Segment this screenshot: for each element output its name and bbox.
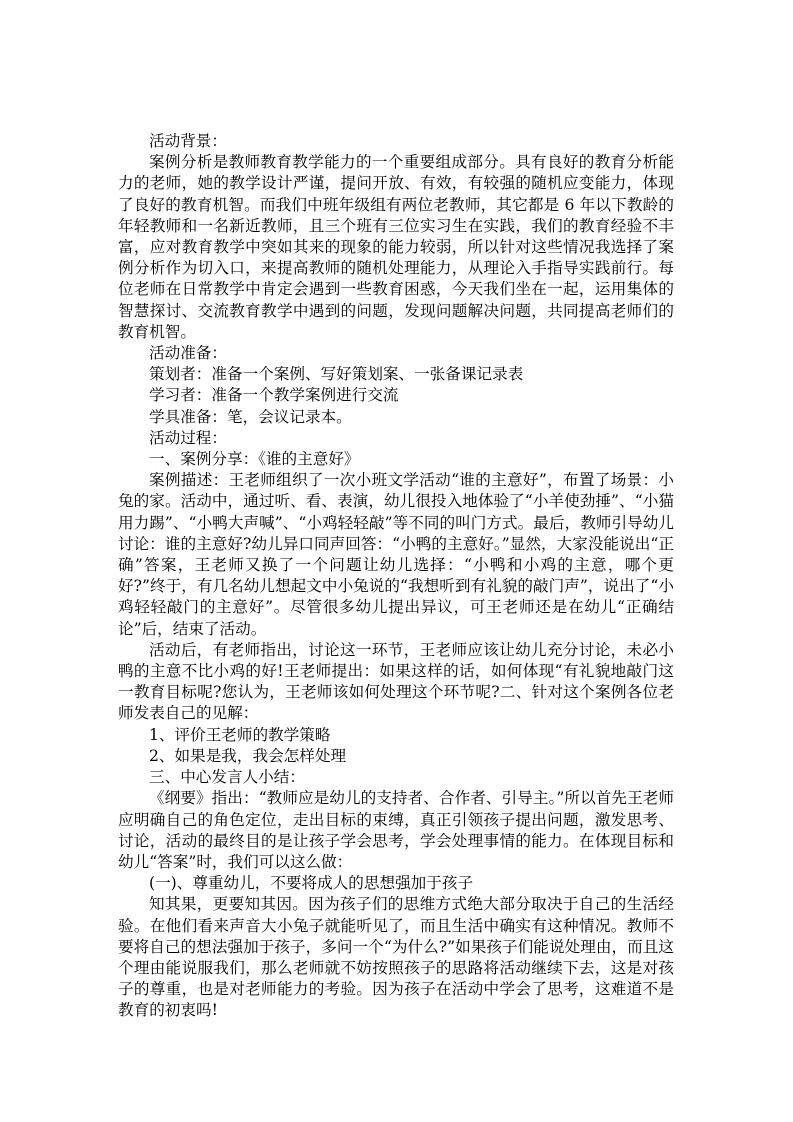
- heading-activity-process: 活动过程：: [149, 428, 227, 447]
- preparation-materials: 学具准备：笔，会议记录本。: [149, 407, 352, 426]
- paragraph-background-body: 案例分析是教师教育教学能力的一个重要组成部分。具有良好的教育分析能力的老师，她的教学设计严谨，提问开放、有效，有较强的随机应变能力，体现了良好的教育机智。而我们中班年级组有两位老教师，其它都是 6 年以下教龄的年轻教师和一名新近教师，且三个班有三位实习生在实践，我们的教育经验不丰富，应对教育教学中突如其来的现象的能力较弱，所以针对这些情况我选择了案例分析作为切入口，来提高教师的随机处理能力，从理论入手指导实践前行。每位老师在日常教学中肯定会遇到一些教育困惑，今天我们坐在一起，运用集体的智慧探讨、交流教育教学中遇到的问题，发现问题解决问题，共同提高老师们的教育机智。: [118, 153, 674, 341]
- subsection-respect-children: (一)、尊重幼儿，不要将成人的思想强加于孩子: [149, 874, 474, 893]
- paragraph-guideline: 《纲要》指出：“教师应是幼儿的支持者、合作者、引导主。”所以首先王老师应明确自己的角色定位，走出目标的束缚，真正引领孩子提出问题，激发思考、讨论，活动的最终目的是让孩子学会思考，学会处理事情的能力。在体现目标和幼儿“答案”时，我们可以这么做：: [118, 789, 674, 871]
- heading-activity-background: 活动背景：: [149, 132, 227, 150]
- preparation-planner: 策划者：准备一个案例、写好策划案、一张备课记录表: [149, 365, 524, 384]
- list-item-if-it-were-me: 2、如果是我，我会怎样处理: [149, 746, 347, 765]
- list-item-evaluate-strategy: 1、评价王老师的教学策略: [149, 725, 331, 744]
- paragraph-know-the-cause: 知其果，更要知其因。因为孩子们的思维方式绝大部分取决于自己的生活经验。在他们看来声音大小兔子就能听见了，而且生活中确实有这种情况。教师不要将自己的想法强加于孩子，多问一个“为什么?”如果孩子们能说处理由，而且这个理由能说服我们，那么老师就不妨按照孩子的思路将活动继续下去，这是对孩子的尊重，也是对老师能力的考验。因为孩子在活动中学会了思考，这难道不是教育的初衷吗!: [118, 895, 674, 1020]
- section-case-sharing: 一、案例分享：《谁的主意好》: [149, 450, 360, 469]
- section-summary: 三、中心发言人小结：: [149, 768, 305, 787]
- paragraph-case-description: 案例描述：王老师组织了一次小班文学活动“谁的主意好”，布置了场景：小兔的家。活动中，通过听、看、表演，幼儿很投入地体验了“小羊使劲捶”、“小猫用力踢”、“小鸭大声喊”、“小鸡轻轻敲”等不同的叫门方式。最后，教师引导幼儿讨论：谁的主意好?幼儿异口同声回答：“小鸭的主意好。”显然，大家没能说出“正确”答案，王老师又换了一个问题让幼儿选择：“小鸭和小鸡的主意，哪个更好?”终于，有几名幼儿想起文中小兔说的“我想听到有礼貌的敲门声”，说出了“小鸡轻轻敲门的主意好”。尽管很多幼儿提出异议，可王老师还是在幼儿“正确结论”后，结束了活动。: [118, 471, 674, 638]
- document-page: [118, 131, 674, 1022]
- paragraph-after-activity: 活动后，有老师指出，讨论这一环节，王老师应该让幼儿充分讨论，未必小鸭的主意不比小鸡的好!王老师提出：如果这样的话，如何体现“有礼貌地敲门这一教育目标呢?您认为，王老师该如何处理这个环节呢?二、针对这个案例各位老师发表自己的见解：: [118, 640, 674, 723]
- preparation-learner: 学习者：准备一个教学案例进行交流: [149, 386, 399, 405]
- heading-activity-preparation: 活动准备：: [149, 344, 227, 363]
